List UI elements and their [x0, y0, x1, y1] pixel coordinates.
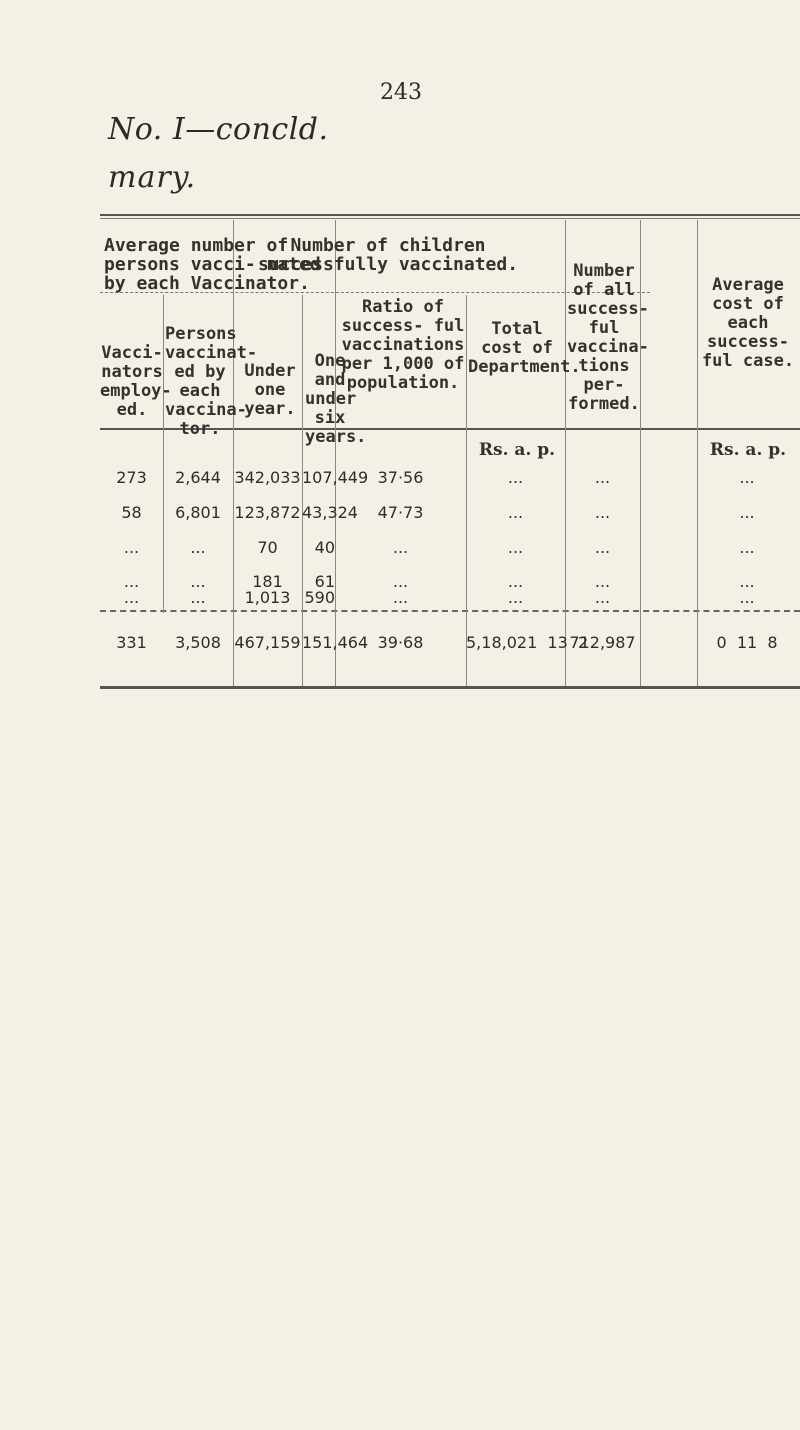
unit-avg-cost: Rs. a. p.: [709, 440, 787, 460]
cell-one-six: 590: [304, 588, 335, 607]
cell-persons-each: ...: [190, 572, 206, 591]
header-number-success: Number of all success- ful vaccina- tions per- formed.: [567, 261, 649, 414]
cell-ratio: ...: [392, 538, 409, 557]
total-avg-cost: 0 11 8: [716, 633, 778, 652]
page-number: 243: [380, 80, 422, 105]
header-vaccinators: Vacci- nators employ- ed.: [100, 343, 172, 420]
column-divider: [163, 295, 164, 613]
cell-number-success: ...: [594, 538, 611, 557]
cell-avg-cost: ...: [739, 588, 755, 607]
cell-vaccinators: 58: [121, 503, 142, 522]
cell-total-cost: ...: [507, 538, 524, 557]
cell-under-one: 70: [257, 538, 278, 557]
cell-under-one: 123,872: [234, 503, 301, 522]
heading-summary: mary.: [108, 160, 197, 195]
cell-vaccinators: 273: [116, 468, 147, 487]
cell-ratio: 47·73: [377, 503, 424, 522]
cell-ratio: 37·56: [377, 468, 424, 487]
cell-one-six: 107,449: [302, 468, 369, 487]
cell-avg-cost: ...: [739, 468, 755, 487]
cell-total-cost: ...: [507, 588, 524, 607]
header-total-cost: Total cost of Department.: [468, 319, 581, 377]
cell-total-cost: ...: [507, 468, 524, 487]
cell-persons-each: 6,801: [175, 503, 221, 522]
table-top-rule-2: [100, 218, 800, 219]
header-under-one: Under one year.: [244, 361, 296, 419]
heading-continued: No. I—concld.: [108, 112, 329, 147]
unit-total-cost: Rs. a. p.: [478, 440, 556, 460]
cell-number-success: ...: [594, 503, 611, 522]
cell-persons-each: ...: [190, 538, 206, 557]
cell-avg-cost: ...: [739, 503, 755, 522]
cell-persons-each: 2,644: [175, 468, 221, 487]
cell-vaccinators: ...: [123, 572, 140, 591]
total-persons-each: 3,508: [175, 633, 221, 652]
cell-total-cost: ...: [507, 572, 524, 591]
cell-one-six: 43,324: [302, 503, 358, 522]
cell-vaccinators: ...: [123, 538, 140, 557]
cell-number-success: ...: [594, 572, 611, 591]
table-top-rule: [100, 214, 800, 216]
cell-ratio: ...: [392, 588, 409, 607]
total-vaccinators: 331: [116, 633, 147, 652]
total-ratio: 39·68: [377, 633, 424, 652]
cell-avg-cost: ...: [739, 572, 755, 591]
cell-under-one: 342,033: [234, 468, 301, 487]
cell-number-success: ...: [594, 588, 611, 607]
cell-one-six: 40: [314, 538, 335, 557]
header-ratio: Ratio of success- ful vaccinations per 1,000 of population.: [341, 297, 465, 393]
header-avg-cost: Average cost of each success- ful case.: [701, 275, 795, 371]
header-one-six: One and under six years.: [305, 351, 367, 447]
cell-one-six: 61: [314, 572, 335, 591]
cell-avg-cost: ...: [739, 538, 755, 557]
table-bottom-rule: [100, 686, 800, 689]
header-persons-each: Persons vaccinat- ed by each vaccina- tor.: [165, 324, 258, 439]
cell-under-one: 181: [252, 572, 283, 591]
total-cost: 5,18,021 13 2: [466, 633, 589, 652]
total-under-one: 467,159: [234, 633, 301, 652]
column-divider: [302, 295, 303, 686]
cell-ratio: ...: [392, 572, 409, 591]
cell-number-success: ...: [594, 468, 611, 487]
cell-vaccinators: ...: [123, 588, 140, 607]
header-children: Number of children successfully vaccinated.: [257, 235, 519, 275]
total-one-six: 151,464: [302, 633, 369, 652]
total-number-success: 712,987: [569, 633, 636, 652]
cell-total-cost: ...: [507, 503, 524, 522]
totals-rule: [100, 610, 800, 612]
cell-persons-each: ...: [190, 588, 206, 607]
header-avg-vaccinated: Average number of persons vacci- nated by each Vaccinator.: [104, 235, 321, 294]
cell-under-one: 1,013: [244, 588, 291, 607]
